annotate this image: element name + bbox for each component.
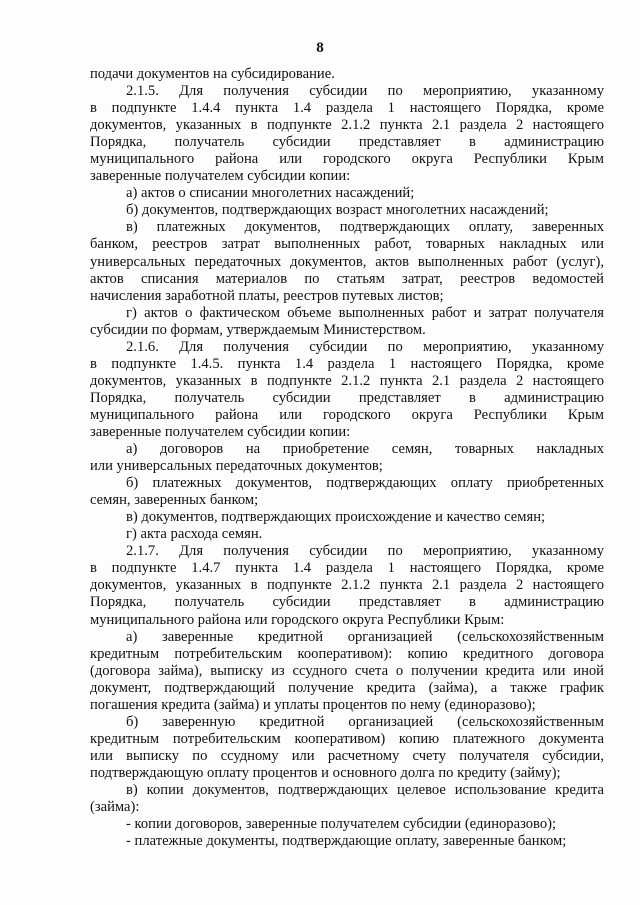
text-line: начисления заработной платы, реестров путевых листов; [90, 287, 444, 304]
text-line: в подпункте 1.4.5. пункта 1.4 раздела 1 настоящего Порядка, кроме [90, 355, 604, 372]
text-line: в) платежных документов, подтверждающих оплату, заверенных [126, 219, 604, 236]
text-line: 2.1.5. Для получения субсидии по мероприятию, указанному [126, 83, 604, 100]
text-line: (займа): [90, 799, 140, 816]
text-line: кредитным потребительским кооперативом) копию платежного документа [90, 730, 604, 747]
text-line: г) актов о фактическом объеме выполненных работ и затрат получателя [126, 304, 604, 321]
text-line: или выписку по ссудному или расчетному счету получателя субсидии, [90, 747, 604, 764]
text-line: в подпункте 1.4.7 пункта 1.4 раздела 1 настоящего Порядка, кроме [90, 560, 604, 577]
text-line: г) акта расхода семян. [126, 526, 263, 543]
document-body [90, 66, 604, 850]
text-line: погашения кредита (займа) и уплаты процентов по нему (единоразово); [90, 696, 536, 713]
text-line: а) актов о списании многолетних насаждений; [126, 185, 415, 202]
text-line: - платежные документы, подтверждающие оплату, заверенные банком; [126, 833, 567, 850]
text-line: в подпункте 1.4.4 пункта 1.4 раздела 1 настоящего Порядка, кроме [90, 100, 604, 117]
page-number: 8 [316, 40, 324, 56]
text-line: заверенные получателем субсидии копии: [90, 423, 351, 440]
text-line: - копии договоров, заверенные получателем субсидии (единоразово); [126, 816, 557, 833]
text-line: документов, указанных в подпункте 2.1.2 пункта 2.1 раздела 2 настоящего [90, 577, 604, 594]
text-line: заверенные получателем субсидии копии: [90, 168, 351, 185]
text-line: муниципального района или городского округа Республики Крым [90, 406, 604, 423]
text-line: универсальных передаточных документов, актов выполненных работ (услуг), [90, 253, 604, 270]
text-line: а) заверенные кредитной организацией (сельскохозяйственным [126, 628, 604, 645]
text-line: подтверждающую оплату процентов и основного долга по кредиту (займу); [90, 764, 561, 781]
text-line: в) документов, подтверждающих происхождение и качество семян; [126, 509, 546, 526]
text-line: семян, заверенных банком; [90, 492, 259, 509]
text-line: (договора займа), выписку из ссудного счета о получении кредита или иной [90, 662, 604, 679]
text-line: Порядка, получатель субсидии представляет в администрацию [90, 594, 604, 611]
text-line: б) документов, подтверждающих возраст многолетних насаждений; [126, 202, 549, 219]
text-line: Порядка, получатель субсидии представляет в администрацию [90, 389, 604, 406]
text-line: актов списания материалов по статьям затрат, реестров ведомостей [90, 270, 604, 287]
text-line: в) копии документов, подтверждающих целевое использование кредита [126, 781, 604, 798]
text-line: б) платежных документов, подтверждающих оплату приобретенных [126, 475, 604, 492]
text-line: документов, указанных в подпункте 2.1.2 пункта 2.1 раздела 2 настоящего [90, 117, 604, 134]
text-line: Порядка, получатель субсидии представляет в администрацию [90, 134, 604, 151]
text-line: документов, указанных в подпункте 2.1.2 пункта 2.1 раздела 2 настоящего [90, 372, 604, 389]
text-line: документ, подтверждающий получение кредита (займа), а также график [90, 679, 604, 696]
text-line: подачи документов на субсидирование. [90, 66, 335, 82]
text-line: 2.1.6. Для получения субсидии по мероприятию, указанному [126, 338, 604, 355]
text-line: субсидии по формам, утверждаемым Министерством. [90, 321, 426, 338]
text-line: банком, реестров затрат выполненных работ, товарных накладных или [90, 236, 604, 253]
text-line: б) заверенную кредитной организацией (сельскохозяйственным [126, 713, 604, 730]
text-line: 2.1.7. Для получения субсидии по мероприятию, указанному [126, 543, 604, 560]
text-line: муниципального района или городского округа Республики Крым [90, 151, 604, 168]
text-line: муниципального района или городского округа Республики Крым: [90, 611, 505, 628]
text-line: а) договоров на приобретение семян, товарных накладных [126, 441, 604, 458]
text-line: или универсальных передаточных документов; [90, 458, 383, 475]
text-line: кредитным потребительским кооперативом): копию кредитного договора [90, 645, 604, 662]
